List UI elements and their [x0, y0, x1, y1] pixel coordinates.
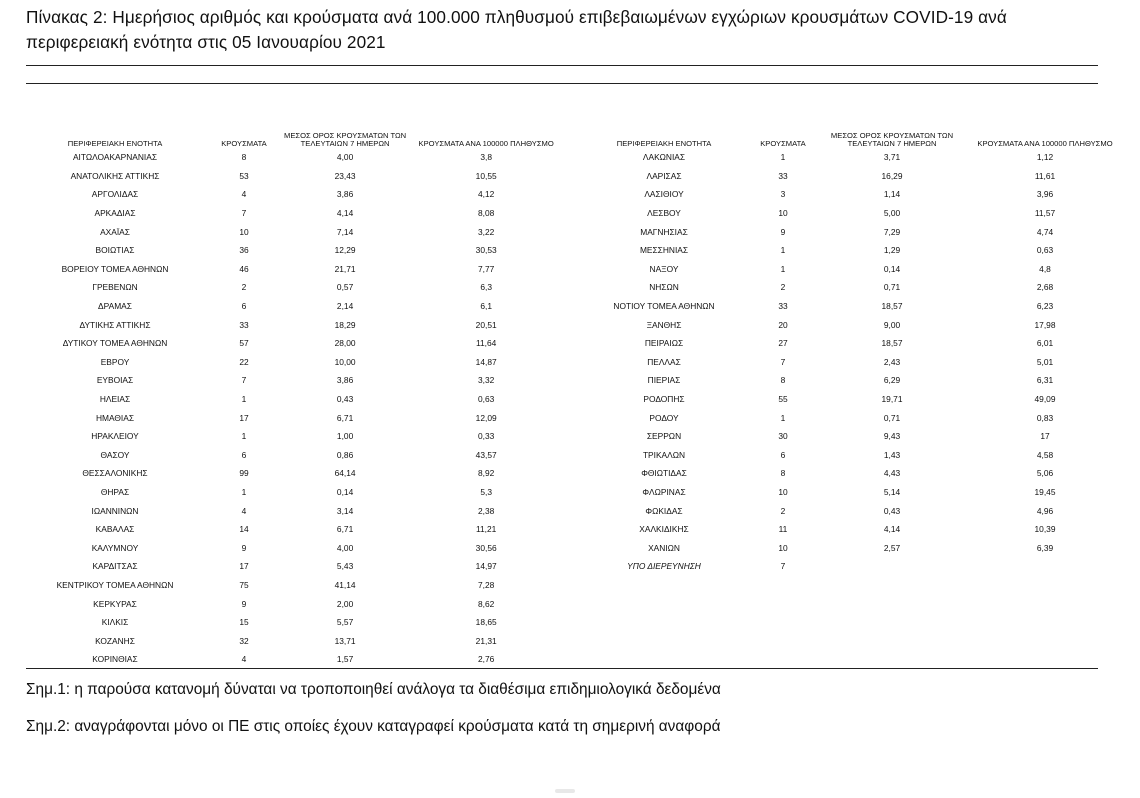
cases-table-right [580, 126, 1124, 576]
cell-avg7: 13,71 [334, 635, 356, 646]
cell-cases: 6 [780, 449, 786, 460]
cell-cases: 22 [239, 356, 249, 367]
cell-per100k: 30,56 [475, 542, 497, 553]
table-row [580, 260, 1124, 279]
cell-region: ΒΟΙΩΤΙΑΣ [95, 245, 135, 256]
table-row [580, 148, 1124, 167]
cell-per100k: 17,98 [1034, 319, 1056, 330]
cell-per100k: 17 [1040, 431, 1050, 442]
cell-per100k: 12,09 [475, 412, 497, 423]
cell-region: ΧΑΛΚΙΔΙΚΗΣ [639, 524, 689, 535]
cell-region: ΤΡΙΚΑΛΩΝ [642, 449, 686, 460]
cell-avg7: 1,14 [883, 189, 901, 200]
cell-per100k: 21,31 [475, 635, 497, 646]
table-row [26, 613, 566, 632]
table-row [580, 185, 1124, 204]
cell-avg7: 0,71 [883, 412, 901, 423]
table-row [580, 167, 1124, 186]
cell-per100k: 4,58 [1036, 449, 1054, 460]
cell-per100k: 11,57 [1034, 208, 1056, 219]
cell-region: ΘΑΣΟΥ [100, 449, 130, 460]
cell-avg7: 0,14 [883, 263, 901, 274]
cell-per100k: 6,01 [1036, 338, 1054, 349]
cell-region: ΠΕΙΡΑΙΩΣ [644, 338, 684, 349]
header-region: ΠΕΡΙΦΕΡΕΙΑΚΗ ΕΝΟΤΗΤΑ [67, 139, 163, 148]
table-row [26, 353, 566, 372]
cell-region: ΕΒΡΟΥ [100, 356, 130, 367]
cell-cases: 1 [241, 431, 247, 442]
table-row [26, 631, 566, 650]
cell-cases: 33 [778, 170, 788, 181]
cell-per100k: 11,64 [475, 338, 497, 349]
cell-avg7: 18,29 [334, 319, 356, 330]
cell-avg7: 41,14 [334, 579, 356, 590]
cell-per100k: 10,39 [1034, 524, 1056, 535]
cell-region: ΚΑΡΔΙΤΣΑΣ [92, 561, 138, 572]
cell-per100k: 2,38 [478, 505, 495, 516]
cell-region: ΝΟΤΙΟΥ ΤΟΜΕΑ ΑΘΗΝΩΝ [613, 301, 715, 312]
cell-per100k: 14,87 [475, 356, 497, 367]
cell-region: ΗΛΕΙΑΣ [99, 394, 131, 405]
cell-region: ΚΙΛΚΙΣ [101, 617, 129, 628]
cell-region: ΑΡΚΑΔΙΑΣ [94, 208, 136, 219]
cell-per100k: 18,65 [475, 617, 497, 628]
cell-per100k: 2,68 [1036, 282, 1054, 293]
cell-per100k: 4,8 [1039, 263, 1051, 274]
cell-avg7: 7,14 [336, 226, 354, 237]
cell-per100k: 1,12 [1036, 152, 1054, 163]
cell-avg7: 0,43 [883, 505, 901, 516]
table-header-row [26, 126, 566, 148]
cell-avg7: 28,00 [334, 338, 356, 349]
cell-avg7: 6,71 [336, 524, 354, 535]
cell-per100k: 6,1 [480, 301, 492, 312]
table-row [580, 241, 1124, 260]
cell-per100k: 11,21 [475, 524, 497, 535]
cell-region: ΔΡΑΜΑΣ [98, 301, 132, 312]
cell-region: ΝΗΣΩΝ [649, 282, 679, 293]
cell-per100k: 3,32 [478, 375, 495, 386]
cell-region: ΑΡΓΟΛΙΔΑΣ [91, 189, 139, 200]
cell-cases: 10 [778, 542, 788, 553]
header-avg7-line2: ΤΕΛΕΥΤΑΙΩΝ 7 ΗΜΕΡΩΝ [847, 139, 937, 148]
cell-avg7: 3,71 [883, 152, 901, 163]
table-row [26, 241, 566, 260]
cell-cases: 17 [239, 561, 249, 572]
cell-cases: 9 [241, 598, 247, 609]
table-row [580, 297, 1124, 316]
cell-per100k: 49,09 [1034, 394, 1056, 405]
cell-cases: 8 [241, 152, 247, 163]
cell-avg7: 18,57 [881, 301, 903, 312]
cell-cases: 3 [780, 189, 786, 200]
cell-cases: 53 [239, 170, 249, 181]
document-title: Πίνακας 2: Ημερήσιος αριθμός και κρούσματα ανά 100.000 πληθυσμού επιβεβαιωμένων εγχώριων κρουσμάτων COVID-19 ανά περιφερειακή ενότητα στις 05 Ιανουαρίου 2021 [26, 7, 1007, 52]
cell-cases: 1 [780, 245, 786, 256]
cell-avg7: 0,86 [336, 449, 354, 460]
header-avg7-line1: ΜΕΣΟΣ ΟΡΟΣ ΚΡΟΥΣΜΑΤΩΝ ΤΩΝ [284, 131, 407, 140]
cell-per100k: 10,55 [475, 170, 497, 181]
cell-per100k: 14,97 [475, 561, 497, 572]
cell-per100k: 8,92 [478, 468, 495, 479]
table-row [580, 390, 1124, 409]
cell-avg7: 4,00 [336, 152, 354, 163]
cell-avg7: 2,00 [336, 598, 354, 609]
table-row [26, 501, 566, 520]
cell-per100k: 6,3 [480, 282, 492, 293]
cell-cases: 9 [780, 226, 786, 237]
cell-cases: 4 [241, 505, 247, 516]
cell-per100k: 3,22 [478, 226, 495, 237]
cell-region: ΞΑΝΘΗΣ [646, 319, 682, 330]
cell-avg7 [818, 557, 966, 576]
cell-avg7: 4,43 [883, 468, 901, 479]
cell-per100k: 6,39 [1036, 542, 1054, 553]
cell-cases: 14 [239, 524, 249, 535]
cell-cases: 46 [239, 263, 249, 274]
cell-region: ΦΩΚΙΔΑΣ [645, 505, 683, 516]
cell-region: ΝΑΞΟΥ [649, 263, 679, 274]
cell-per100k: 4,12 [478, 189, 495, 200]
cell-cases: 10 [778, 486, 788, 497]
cell-region: ΧΑΝΙΩΝ [648, 542, 680, 553]
cell-avg7: 3,14 [336, 505, 354, 516]
cell-per100k: 3,96 [1036, 189, 1054, 200]
cell-avg7: 1,57 [336, 654, 354, 665]
table-row [580, 464, 1124, 483]
cell-avg7: 0,57 [336, 282, 354, 293]
cell-cases: 9 [241, 542, 247, 553]
cell-avg7: 4,00 [336, 542, 354, 553]
cell-cases: 32 [239, 635, 249, 646]
cell-avg7: 12,29 [334, 245, 356, 256]
table-row [580, 483, 1124, 502]
cell-cases: 30 [778, 431, 788, 442]
cell-avg7: 18,57 [881, 338, 903, 349]
cell-region: ΦΘΙΩΤΙΔΑΣ [641, 468, 687, 479]
cell-region: ΙΩΑΝΝΙΝΩΝ [91, 505, 139, 516]
cell-region: ΚΑΒΑΛΑΣ [95, 524, 135, 535]
table-header-row [580, 126, 1124, 148]
header-avg7-line1: ΜΕΣΟΣ ΟΡΟΣ ΚΡΟΥΣΜΑΤΩΝ ΤΩΝ [830, 131, 954, 140]
cell-region: ΒΟΡΕΙΟΥ ΤΟΜΕΑ ΑΘΗΝΩΝ [61, 263, 169, 274]
table-row [580, 204, 1124, 223]
cell-cases: 33 [778, 301, 788, 312]
note-2: Σημ.2: αναγράφονται μόνο οι ΠΕ στις οποίες έχουν καταγραφεί κρούσματα κατά τη σημερινή αναφορά [26, 718, 721, 735]
cases-table-left [26, 126, 566, 669]
cell-avg7: 21,71 [334, 263, 356, 274]
cell-cases: 1 [241, 486, 247, 497]
header-per100k: ΚΡΟΥΣΜΑΤΑ ΑΝΑ 100000 ΠΛΗΘΥΣΜΟ [977, 139, 1113, 148]
table-row [26, 446, 566, 465]
page-marker [555, 789, 575, 793]
cell-per100k: 20,51 [475, 319, 497, 330]
cell-avg7: 5,43 [336, 561, 354, 572]
cell-avg7: 16,29 [881, 170, 903, 181]
header-per100k: ΚΡΟΥΣΜΑΤΑ ΑΝΑ 100000 ΠΛΗΘΥΣΜΟ [418, 139, 554, 148]
table-row [580, 334, 1124, 353]
cell-avg7: 6,71 [336, 412, 354, 423]
title-rule-bottom [26, 83, 1098, 84]
table-row [26, 594, 566, 613]
table-row [26, 557, 566, 576]
cell-avg7: 2,14 [336, 301, 354, 312]
header-avg7 [818, 126, 966, 148]
table-row [26, 148, 566, 167]
header-avg7 [284, 126, 406, 148]
table-row [26, 222, 566, 241]
cell-region: ΛΑΚΩΝΙΑΣ [642, 152, 686, 163]
cell-per100k: 3,8 [480, 152, 492, 163]
cell-avg7: 6,29 [883, 375, 901, 386]
cell-avg7: 19,71 [881, 394, 903, 405]
header-cases: ΚΡΟΥΣΜΑΤΑ [221, 139, 267, 148]
cell-cases: 1 [780, 412, 786, 423]
cell-avg7: 10,00 [334, 356, 356, 367]
table-row [580, 501, 1124, 520]
table-row [26, 520, 566, 539]
cell-cases: 10 [239, 226, 249, 237]
cell-region: ΛΑΡΙΣΑΣ [646, 170, 682, 181]
cell-cases: 8 [780, 468, 786, 479]
cell-cases: 17 [239, 412, 249, 423]
table-row [580, 446, 1124, 465]
cell-cases: 11 [778, 524, 788, 535]
table-row [580, 353, 1124, 372]
cell-avg7: 4,14 [883, 524, 901, 535]
table-row [26, 427, 566, 446]
cell-per100k: 6,23 [1036, 301, 1054, 312]
cell-region: ΜΑΓΝΗΣΙΑΣ [640, 226, 688, 237]
cell-per100k: 4,74 [1036, 226, 1054, 237]
cell-region: ΛΕΣΒΟΥ [647, 208, 681, 219]
table-row [580, 278, 1124, 297]
cell-avg7: 5,57 [336, 617, 354, 628]
cell-region: ΗΡΑΚΛΕΙΟΥ [91, 431, 139, 442]
table-row [26, 334, 566, 353]
cell-cases: 7 [241, 375, 247, 386]
cell-region: ΘΕΣΣΑΛΟΝΙΚΗΣ [82, 468, 148, 479]
cell-cases: 75 [239, 579, 249, 590]
table-row [26, 483, 566, 502]
cell-avg7: 23,43 [334, 170, 356, 181]
cell-cases: 4 [241, 654, 247, 665]
title-rule-top [26, 65, 1098, 66]
cell-avg7: 1,00 [336, 431, 354, 442]
table-row [26, 204, 566, 223]
table-row [580, 557, 1124, 576]
cell-per100k: 30,53 [475, 245, 497, 256]
cell-region: ΚΕΡΚΥΡΑΣ [93, 598, 137, 609]
cell-per100k: 11,61 [1034, 170, 1056, 181]
table-row [26, 371, 566, 390]
note-1: Σημ.1: η παρούσα κατανομή δύναται να τροποποιηθεί ανάλογα τα διαθέσιμα επιδημιολογικά δεδομένα [26, 681, 721, 698]
table-row [26, 260, 566, 279]
cell-per100k: 0,83 [1036, 412, 1054, 423]
cell-region: ΠΙΕΡΙΑΣ [647, 375, 681, 386]
cell-cases: 33 [239, 319, 249, 330]
cell-per100k: 5,3 [480, 486, 492, 497]
cell-cases: 6 [241, 301, 247, 312]
cell-avg7: 0,71 [883, 282, 901, 293]
cell-cases: 27 [778, 338, 788, 349]
table-row [26, 408, 566, 427]
cell-cases: 1 [780, 263, 786, 274]
cell-avg7: 4,14 [336, 208, 354, 219]
cell-avg7: 3,86 [336, 375, 354, 386]
cell-per100k: 6,31 [1036, 375, 1054, 386]
cell-per100k: 8,08 [478, 208, 495, 219]
header-avg7-line2: ΤΕΛΕΥΤΑΙΩΝ 7 ΗΜΕΡΩΝ [300, 139, 390, 148]
header-cases: ΚΡΟΥΣΜΑΤΑ [760, 139, 806, 148]
cell-region: ΚΟΡΙΝΘΙΑΣ [92, 654, 138, 665]
cell-cases: 7 [780, 356, 786, 367]
cell-avg7: 9,43 [883, 431, 901, 442]
cell-per100k: 0,63 [478, 394, 495, 405]
cell-per100k: 2,76 [478, 654, 495, 665]
cell-region: ΚΕΝΤΡΙΚΟΥ ΤΟΜΕΑ ΑΘΗΝΩΝ [56, 579, 174, 590]
cell-region: ΔΥΤΙΚΗΣ ΑΤΤΙΚΗΣ [79, 319, 151, 330]
cell-cases: 6 [241, 449, 247, 460]
table-row [26, 390, 566, 409]
cell-region: ΘΗΡΑΣ [100, 486, 130, 497]
cell-cases: 7 [780, 561, 786, 572]
cell-avg7: 7,29 [883, 226, 901, 237]
cell-cases: 7 [241, 208, 247, 219]
cell-region: ΕΥΒΟΙΑΣ [96, 375, 134, 386]
cell-avg7: 2,57 [883, 542, 901, 553]
cell-per100k: 8,62 [478, 598, 495, 609]
cell-cases: 10 [778, 208, 788, 219]
table-row [26, 297, 566, 316]
cell-cases: 55 [778, 394, 788, 405]
table-row [580, 427, 1124, 446]
cell-region: ΗΜΑΘΙΑΣ [95, 412, 135, 423]
cell-region: ΥΠΟ ΔΙΕΡΕΥΝΗΣΗ [627, 561, 701, 572]
table-row [26, 278, 566, 297]
cell-cases: 8 [780, 375, 786, 386]
table-row [580, 408, 1124, 427]
table-row [26, 315, 566, 334]
table-row [26, 538, 566, 557]
table-row [580, 371, 1124, 390]
cell-region: ΚΟΖΑΝΗΣ [95, 635, 135, 646]
cell-region: ΔΥΤΙΚΟΥ ΤΟΜΕΑ ΑΘΗΝΩΝ [62, 338, 168, 349]
table-row [26, 576, 566, 595]
cell-region: ΑΧΑΪΑΣ [100, 226, 130, 237]
cell-region: ΡΟΔΟΥ [649, 412, 679, 423]
cell-region: ΑΝΑΤΟΛΙΚΗΣ ΑΤΤΙΚΗΣ [70, 170, 160, 181]
cell-avg7: 0,14 [336, 486, 354, 497]
cell-per100k: 7,28 [478, 579, 495, 590]
table-row [26, 464, 566, 483]
cell-per100k: 0,33 [478, 431, 495, 442]
table-row [26, 185, 566, 204]
cell-avg7: 1,29 [883, 245, 901, 256]
table-bottom-rule [26, 668, 1098, 669]
cell-cases: 4 [241, 189, 247, 200]
cell-region: ΜΕΣΣΗΝΙΑΣ [639, 245, 689, 256]
cell-cases: 99 [239, 468, 249, 479]
cell-avg7: 9,00 [883, 319, 901, 330]
cell-cases: 57 [239, 338, 249, 349]
cell-avg7: 2,43 [883, 356, 901, 367]
cell-avg7: 3,86 [336, 189, 354, 200]
cell-cases: 36 [239, 245, 249, 256]
cell-cases: 1 [780, 152, 786, 163]
cell-avg7: 5,00 [883, 208, 901, 219]
cell-avg7: 1,43 [883, 449, 901, 460]
cell-cases: 2 [780, 282, 786, 293]
cell-region: ΡΟΔΟΠΗΣ [643, 394, 685, 405]
cell-per100k: 7,77 [478, 263, 495, 274]
cell-cases: 20 [778, 319, 788, 330]
header-region: ΠΕΡΙΦΕΡΕΙΑΚΗ ΕΝΟΤΗΤΑ [616, 139, 712, 148]
cell-per100k: 19,45 [1034, 486, 1056, 497]
table-row [580, 520, 1124, 539]
table-row [580, 222, 1124, 241]
cell-region: ΚΑΛΥΜΝΟΥ [91, 542, 139, 553]
cell-per100k [966, 557, 1124, 576]
table-row [26, 167, 566, 186]
cell-per100k: 43,57 [475, 449, 497, 460]
cell-per100k: 4,96 [1036, 505, 1054, 516]
cell-cases: 2 [780, 505, 786, 516]
cell-region: ΣΕΡΡΩΝ [646, 431, 682, 442]
cell-cases: 15 [239, 617, 249, 628]
cell-region: ΦΛΩΡΙΝΑΣ [642, 486, 686, 497]
cell-per100k: 5,01 [1036, 356, 1054, 367]
cell-region: ΛΑΣΙΘΙΟΥ [644, 189, 684, 200]
cell-region: ΓΡΕΒΕΝΩΝ [92, 282, 138, 293]
cell-region: ΠΕΛΛΑΣ [647, 356, 681, 367]
table-row [26, 650, 566, 669]
cell-avg7: 5,14 [883, 486, 901, 497]
cell-cases: 1 [241, 394, 247, 405]
cell-per100k: 5,06 [1036, 468, 1054, 479]
cell-per100k: 0,63 [1036, 245, 1054, 256]
cell-avg7: 64,14 [334, 468, 356, 479]
cell-region: ΑΙΤΩΛΟΑΚΑΡΝΑΝΙΑΣ [72, 152, 158, 163]
cell-cases: 2 [241, 282, 247, 293]
table-row [580, 538, 1124, 557]
cell-avg7: 0,43 [336, 394, 354, 405]
table-row [580, 315, 1124, 334]
